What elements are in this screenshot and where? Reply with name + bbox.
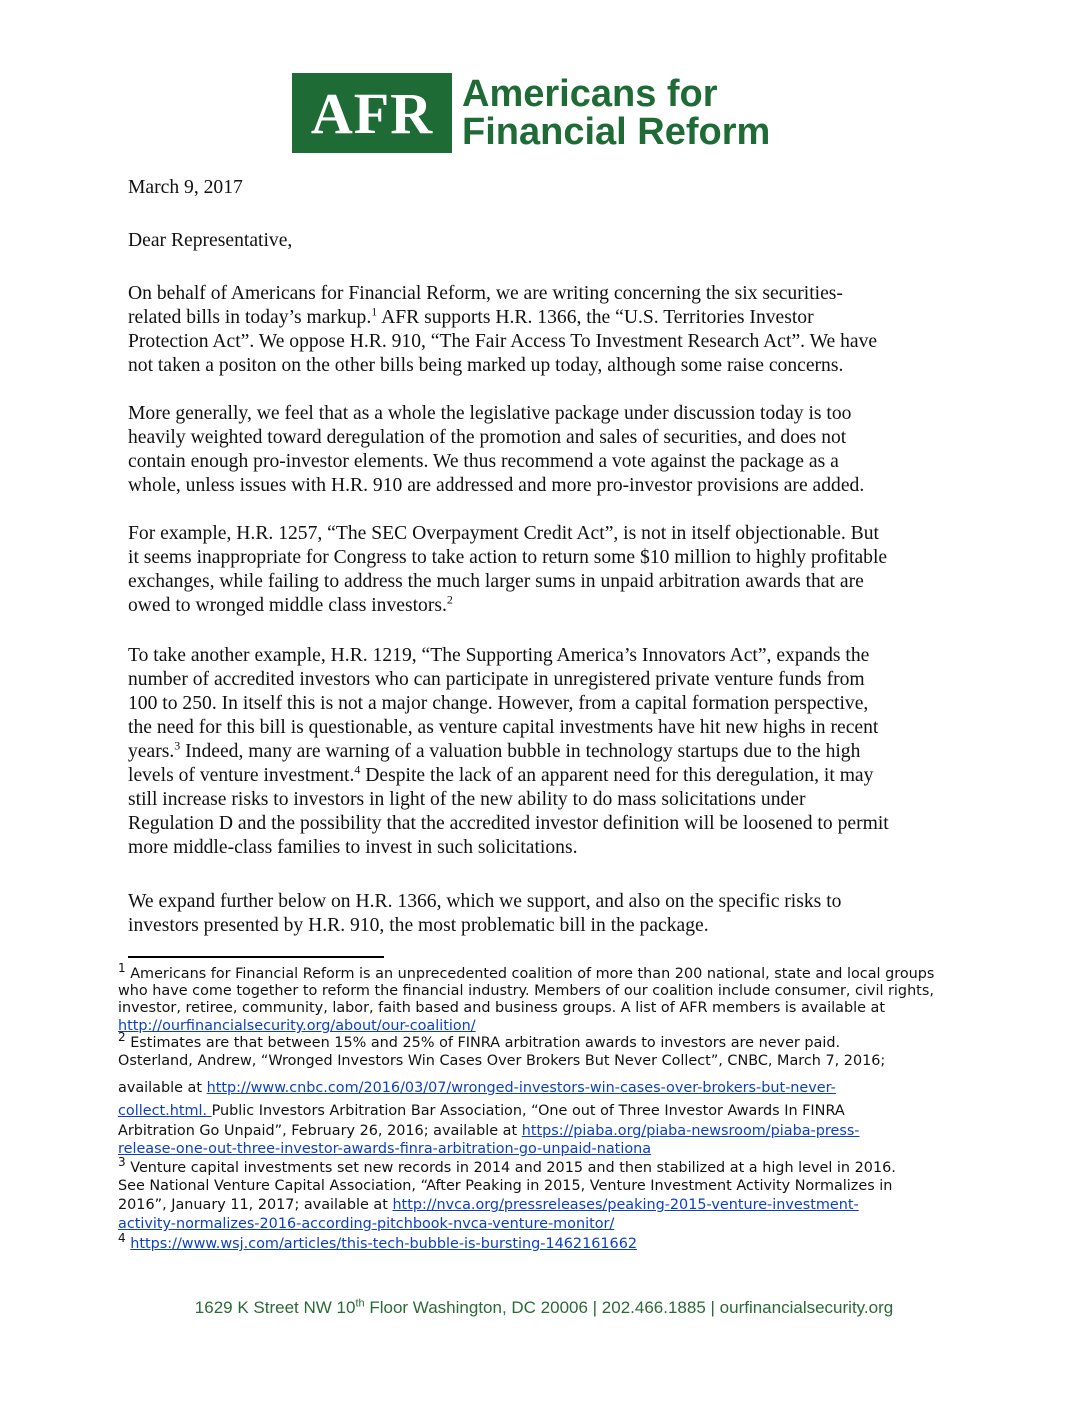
salutation: Dear Representative, — [128, 230, 293, 251]
footnote-3-line: See National Venture Capital Association, “After Peaking in 2015, Venture Investment Activity Normalizes in — [118, 1178, 893, 1194]
letterhead-footer: 1629 K Street NW 10th Floor Washington, DC 20006 | 202.466.1885 | ourfinancialsecurity.org — [194, 1297, 894, 1317]
para1-line: On behalf of Americans for Financial Reform, we are writing concerning the six securities- — [128, 283, 843, 304]
footnote-ref: 3 — [174, 738, 181, 753]
para4-line: the need for this bill is questionable, as venture capital investments have hit new highs in recent — [128, 717, 879, 738]
footnote-2-line: Arbitration Go Unpaid”, February 26, 2016; available at https://piaba.org/piaba-newsroom/piaba-press- — [118, 1123, 860, 1139]
para4-line: still increase risks to investors in light of the new ability to do mass solicitations under — [128, 789, 806, 810]
coalition-link[interactable]: http://ourfinancialsecurity.org/about/our-coalition/ — [118, 1018, 476, 1034]
para3-line: For example, H.R. 1257, “The SEC Overpayment Credit Act”, is not in itself objectionable. But — [128, 523, 879, 544]
footnote-1: $^1$ Americans for Financial Reform is an unprecedented coalition of more than 200 national, state and local groups — [118, 961, 935, 982]
footnote-ref: 2 — [446, 592, 453, 607]
footnote-2-line: Osterland, Andrew, “Wronged Investors Win Cases Over Brokers But Never Collect”, CNBC, March 7, 2016; — [118, 1053, 886, 1069]
nvca-link-cont[interactable]: activity-normalizes-2016-according-pitchbook-nvca-venture-monitor/ — [118, 1216, 615, 1232]
para1-line: related bills in today’s markup.$^1$ AFR supports H.R. 1366, the “U.S. Territories Investor — [128, 304, 814, 328]
para2-line: whole, unless issues with H.R. 910 are addressed and more pro-investor provisions are added. — [128, 475, 865, 496]
footnote-2-line: available at http://www.cnbc.com/2016/03/07/wronged-investors-win-cases-over-brokers-but-never- — [118, 1080, 836, 1096]
footnote-1-line: who have come together to reform the financial industry. Members of our coalition include consumer, civil rights, — [118, 983, 934, 999]
logo-name — [462, 75, 770, 151]
cnbc-link-cont[interactable]: collect.html. — [118, 1103, 212, 1119]
footnote-1-line: investor, retiree, community, labor, faith based and business groups. A list of AFR members is available at — [118, 1000, 885, 1016]
para2-line: contain enough pro-investor elements. We thus recommend a vote against the package as a — [128, 451, 839, 472]
wsj-link[interactable]: https://www.wsj.com/articles/this-tech-bubble-is-bursting-1462161662 — [130, 1236, 638, 1252]
piaba-link-cont[interactable]: release-one-out-three-investor-awards-finra-arbitration-go-unpaid-nationa — [118, 1141, 652, 1157]
para3-line: exchanges, while failing to address the much larger sums in unpaid arbitration awards that are — [128, 571, 864, 592]
cnbc-link[interactable]: http://www.cnbc.com/2016/03/07/wronged-investors-win-cases-over-brokers-but-never- — [206, 1080, 836, 1096]
para4-line: 100 to 250. In itself this is not a major change. However, from a capital formation perspective, — [128, 693, 869, 714]
footnote-3: $^3$ Venture capital investments set new records in 2014 and 2015 and then stabilized at a high level in 2016. — [118, 1155, 896, 1176]
piaba-link[interactable]: https://piaba.org/piaba-newsroom/piaba-press- — [521, 1123, 860, 1139]
para4-line: To take another example, H.R. 1219, “The Supporting America’s Innovators Act”, expands the — [128, 645, 870, 666]
footnote-2-line — [118, 1141, 651, 1158]
footnote-2: $^2$ Estimates are that between 15% and 25% of FINRA arbitration awards to investors are never paid. — [118, 1030, 841, 1051]
letter-date: March 9, 2017 — [128, 177, 243, 198]
para5-line: investors presented by H.R. 910, the most problematic bill in the package. — [128, 915, 709, 936]
para4-line: number of accredited investors who can participate in unregistered private venture funds from — [128, 669, 865, 690]
para4-line: years.$^3$ Indeed, many are warning of a valuation bubble in technology startups due to the high — [128, 738, 861, 762]
logo-line-1: Americans for — [462, 73, 718, 115]
para2-line: More generally, we feel that as a whole the legislative package under discussion today is too — [128, 403, 852, 424]
footnote-2-line: collect.html. Public Investors Arbitration Bar Association, “One out of Three Investor Awards In FINRA — [118, 1103, 845, 1119]
para1-line: Protection Act”. We oppose H.R. 910, “The Fair Access To Investment Research Act”. We have — [128, 331, 878, 352]
afr-logo — [292, 73, 770, 153]
footnote-4: $^4$ https://www.wsj.com/articles/this-tech-bubble-is-bursting-1462161662 — [118, 1231, 638, 1252]
para4-line: Regulation D and the possibility that the accredited investor definition will be loosened to permit — [128, 813, 889, 834]
footnote-3-line: 2016”, January 11, 2017; available at http://nvca.org/pressreleases/peaking-2015-venture-investment- — [118, 1197, 859, 1213]
footnote-ref: 4 — [354, 762, 361, 777]
para1-line: not taken a positon on the other bills being marked up today, although some raise concerns. — [128, 355, 844, 376]
para3-line: owed to wronged middle class investors.$^2$ — [128, 592, 453, 616]
footnote-3-line — [118, 1216, 614, 1233]
para5-line: We expand further below on H.R. 1366, which we support, and also on the specific risks to — [128, 891, 842, 912]
nvca-link[interactable]: http://nvca.org/pressreleases/peaking-2015-venture-investment- — [392, 1197, 859, 1213]
logo-abbr: AFR — [292, 73, 452, 153]
para2-line: heavily weighted toward deregulation of the promotion and sales of securities, and does not — [128, 427, 847, 448]
para3-line: it seems inappropriate for Congress to take action to return some $10 million to highly profitable — [128, 547, 888, 568]
para4-line: levels of venture investment.$^4$ Despite the lack of an apparent need for this deregulation, it may — [128, 762, 874, 786]
footnote-ref: 1 — [371, 304, 378, 319]
para4-line: more middle-class families to invest in such solicitations. — [128, 837, 578, 858]
footnote-divider — [128, 956, 384, 958]
logo-line-2: Financial Reform — [462, 111, 771, 153]
footnote-1-link-line — [118, 1018, 476, 1035]
